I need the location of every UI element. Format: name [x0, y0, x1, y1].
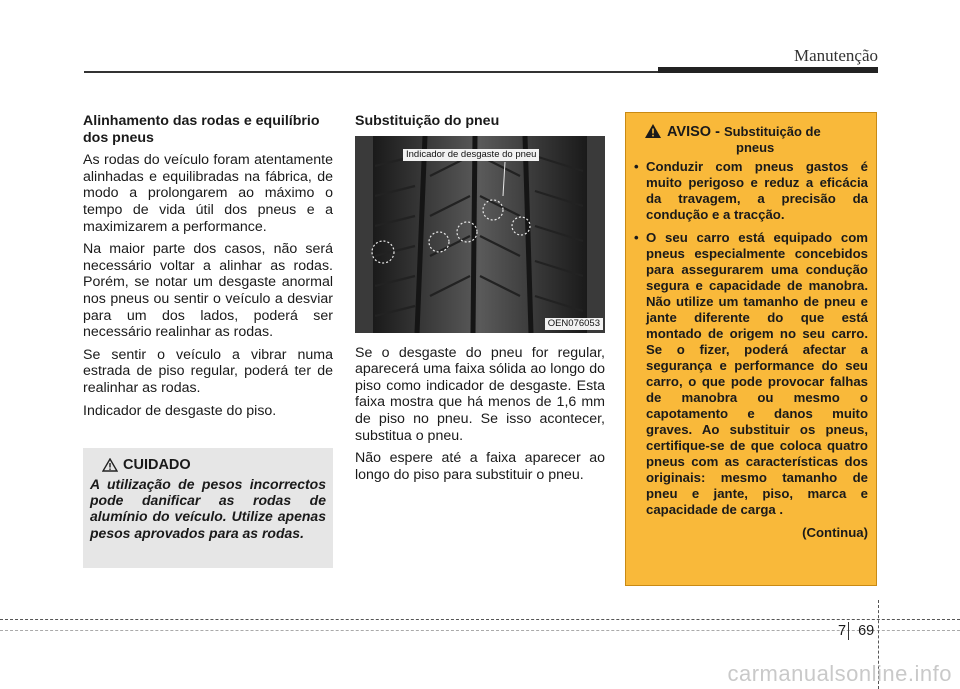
- bullet-icon: •: [634, 159, 639, 174]
- warning-subtitle-cont: pneus: [736, 140, 775, 155]
- alignment-heading: Alinhamento das rodas e equilíbrio dos pneus: [83, 113, 320, 146]
- warning-item: [634, 159, 868, 223]
- bullet-icon: •: [634, 230, 639, 245]
- caution-text: A utilização de pesos incorrectos pode danificar as rodas de alumínio do veículo. Utilize apenas pesos aprovados para as rodas.: [90, 476, 326, 541]
- caution-box: [83, 448, 333, 568]
- middle-column: [355, 113, 605, 489]
- paragraph: As rodas do veículo foram atentamente alinhadas e equilibradas na fábrica, de modo a prolongarem ao máximo o tempo de vida útil dos pneus e a maximizarem a performance.: [83, 152, 333, 235]
- warning-subtitle: Substituição de: [723, 124, 821, 139]
- tire-replacement-heading: Substituição do pneu: [355, 113, 500, 129]
- warning-title-row: [644, 123, 868, 140]
- caution-title: CUIDADO: [123, 457, 191, 473]
- continued-label: (Continua): [802, 525, 868, 540]
- warning-triangle-icon: [644, 123, 662, 139]
- paragraph: Na maior parte dos casos, não será necessário voltar a alinhar as rodas. Porém, se notar um desgaste anormal nos pneus ou sentir o veículo a desviar para um dos lados, poderá ser necessário realinhar as rodas.: [83, 241, 333, 341]
- warning-item: [634, 230, 868, 518]
- chapter-number: 7: [838, 623, 847, 639]
- caution-title-row: [102, 456, 326, 474]
- page-number-divider: [848, 622, 849, 640]
- warning-item-text: O seu carro está equipado com pneus especialmente concebidos para assegurarem uma condução segura e capacidade de manobra. Não utilize um tamanho de pneu e jante diferente do que está montado de origem no seu carro. Se o fizer, poderá afectar a segurança e performance do seu carro, o que pode provocar falhas de manobra ou mesmo o capotamento e danos muito graves. Ao substituir os pneus, certifique-se de que coloca quatro pneus com as características dos originais: mesmo tamanho de pneu e jante, piso, marca e capacidade de carga .: [646, 230, 868, 517]
- warning-title: AVISO -: [667, 124, 720, 140]
- tire-wear-figure: [355, 136, 605, 333]
- watermark: carmanualsonline.info: [727, 661, 952, 686]
- warning-item-text: Conduzir com pneus gastos é muito perigoso e reduz a eficácia da travagem, a precisão da condução e a tracção.: [646, 159, 868, 222]
- paragraph: Se sentir o veículo a vibrar numa estrada de piso regular, poderá ter de realinhar as rodas.: [83, 346, 333, 396]
- left-column: [83, 113, 333, 425]
- figure-caption: Indicador de desgaste do pneu: [403, 149, 539, 161]
- page-number: [838, 623, 874, 639]
- header-rule: [84, 71, 660, 73]
- header-rule-accent: [658, 67, 878, 73]
- section-title: Manutenção: [793, 46, 878, 65]
- paragraph: Não espere até a faixa aparecer ao longo do piso para substituir o pneu.: [355, 450, 605, 483]
- footer-rule-secondary: [0, 630, 960, 631]
- footer-rule: [0, 619, 960, 620]
- caution-triangle-icon: [102, 458, 118, 472]
- paragraph: Se o desgaste do pneu for regular, aparecerá uma faixa sólida ao longo do piso como indicador de desgaste. Esta faixa mostra que há menos de 1,6 mm de piso no pneu. Se isso acontecer, substitua o pneu.: [355, 344, 605, 444]
- warning-box: [625, 112, 877, 586]
- paragraph: Indicador de desgaste do piso.: [83, 402, 277, 419]
- figure-code: OEN076053: [545, 318, 603, 330]
- page-number-value: 69: [858, 623, 875, 639]
- tire-tread-illustration: [355, 136, 605, 333]
